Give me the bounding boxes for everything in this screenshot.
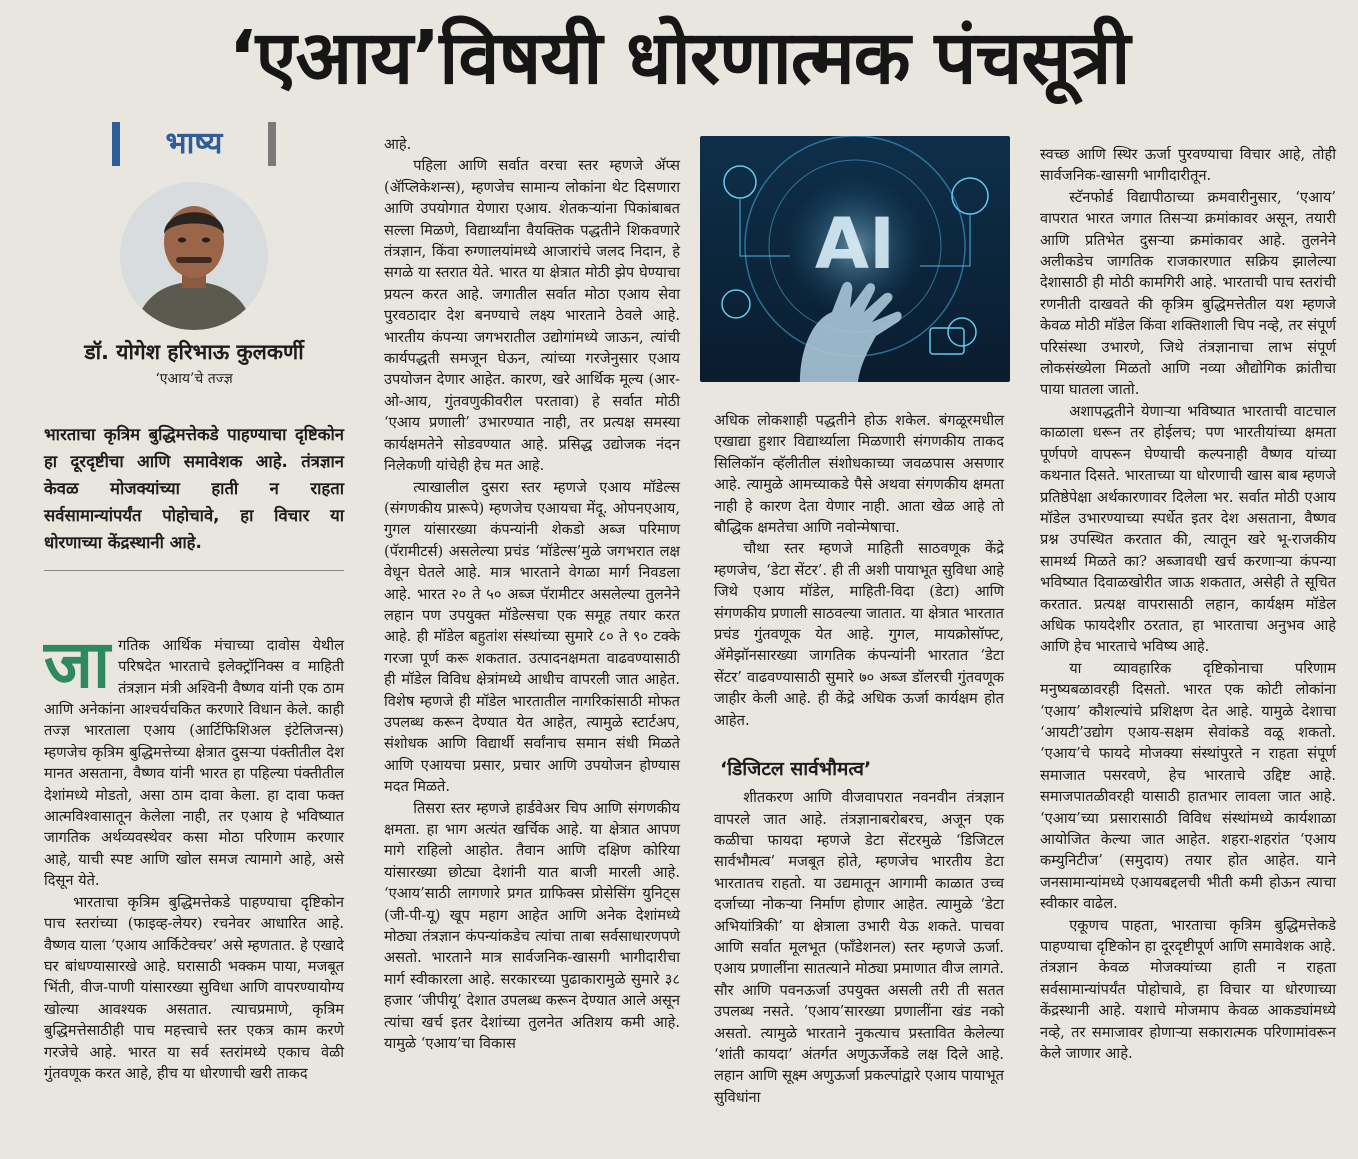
author-sidebar xyxy=(44,118,344,1084)
column-2-paragraph: त्याखालील दुसरा स्तर म्हणजे एआय मॉडेल्स (संगणकीय प्रारूपे) म्हणजेच एआयचा मेंदू. ओपनएआय, गुगल यांसारख्या कंपन्यांनी शेकडो अब्ज परिमाण (पॅरामीटर्स) असलेल्या प्रचंड ‘मॉडेल्स’मुळे जगभरात लक्ष वेधून घेतले आहे. मात्र भारताने वेगळा मार्ग निवडला आहे. भारत २० ते ५० अब्ज पॅरामीटर असलेल्या तुलनेने लहान पण उपयुक्त मॉडेल्सचा एक समूह तयार करत आहे. ही मॉडेल बहुतांश संस्थांच्या सुमारे ८० ते ९० टक्के गरजा पूर्ण करू शकतात. उत्पादनक्षमता वाढवण्यासाठी ही मॉडेल विविध क्षेत्रांमध्ये आधीच वापरली जात आहेत. विशेष म्हणजे ही मॉडेल भारतातील नागरिकांसाठी मोफत उपलब्ध करून देण्यात येत आहेत, त्यामुळे स्टार्टअप, संशोधक आणि विद्यार्थी सर्वांनाच समान संधी मिळते आणि एआयचा प्रसार, प्रचार आणि उपयोजन होण्यास मदत मिळते. xyxy=(384,478,680,796)
kicker-bar-right xyxy=(268,122,276,166)
author-title: ‘एआय’चे तज्ज्ञ xyxy=(155,371,233,388)
ai-hand-illustration xyxy=(700,136,1010,382)
kicker-bar-left xyxy=(112,122,120,166)
column-2 xyxy=(384,134,680,1054)
column-4-paragraph: या व्यावहारिक दृष्टिकोनाचा परिणाम मनुष्यबळावरही दिसतो. भारत एक कोटी लोकांना ‘एआय’ कौशल्यांचे प्रशिक्षण देत आहे. यामुळे देशाचा ‘आयटी’उद्योग एआय-सक्षम सेवांकडे वळू शकतो. ‘एआय’चे फायदे मोजक्या संस्थांपुरते न राहता संपूर्ण समाजात पसरवणे, हेच भारताचे उद्दिष्ट आहे. समाजपातळीवरही यासाठी हातभार लावला जात आहे. ‘एआय’च्या प्रसारासाठी विविध संस्थांमध्ये कार्यशाळा आयोजित केल्या जात आहेत. शहरा-शहरांत ‘एआय कम्युनिटीज’ (समुदाय) तयार होत आहेत. याने जनसामान्यांमध्ये एआयबद्दलची भीती कमी होऊन त्याचा स्वीकार वाढेल. xyxy=(1040,659,1336,913)
headline: ‘एआय’विषयी धोरणात्मक पंचसूत्री xyxy=(228,15,1130,101)
column-1-paragraph: भारताचा कृत्रिम बुद्धिमत्तेकडे पाहण्याचा दृष्टिकोन पाच स्तरांच्या (फाइव्ह-लेयर) रचनेवर आधारित आहे. वैष्णव याला ‘एआय आर्किटेक्चर’ असे म्हणतात. हे एखादे घर बांधण्यासारखे आहे. घरासाठी भक्कम पाया, मजबूत भिंती, वीज-पाणी यांसारख्या सुविधा आणि वापरण्यायोग्य खोल्या आवश्यक असतात. त्याचप्रमाणे, कृत्रिम बुद्धिमत्तेसाठीही पाच महत्त्वाचे स्तर एकत्र काम करणे गरजेचे आहे. भारत या सर्व स्तरांमध्ये एकाच वेळी गुंतवणूक करत आहे, हीच या धोरणाची खरी ताकद xyxy=(44,893,344,1082)
author-name: डॉ. योगेश हरिभाऊ कुलकर्णी xyxy=(84,340,304,364)
section-kicker xyxy=(44,118,344,170)
column-1-body xyxy=(44,625,344,1085)
column-3-paragraph: शीतकरण आणि वीजवापरात नवनवीन तंत्रज्ञान वापरले जात आहे. तंत्रज्ञानाबरोबरच, अजून एक कळीचा फायदा म्हणजे डेटा सेंटरमुळे ‘डिजिटल सार्वभौमत्व’ मजबूत होते, म्हणजेच भारतीय डेटा भारतातच राहतो. या उद्यमातून आगामी काळात उच्च दर्जाच्या नोकऱ्या निर्माण होणार आहेत. त्यामुळे ‘डेटा अभियांत्रिकी’ या क्षेत्राला उभारी येऊ शकते. पाचवा आणि सर्वात मूलभूत (फॉंडेशनल) स्तर म्हणजे ऊर्जा. एआय प्रणालींना सातत्याने मोठ्या प्रमाणात वीज लागते. सौर आणि पवनऊर्जा उपयुक्त असली तरी ती सतत उपलब्ध नसते. ‘एआय’सारख्या प्रणालींना खंड नको असतो. त्यामुळे भारताने नुकत्याच प्रस्तावित केलेल्या ‘शांती कायदा’ अंतर्गत अणुऊर्जेकडे लक्ष दिले आहे. लहान आणि सूक्ष्म अणुऊर्जा प्रकल्पांद्वारे एआय पायाभूत सुविधांना xyxy=(714,789,1004,1106)
column-4-paragraph: अशापद्धतीने येणाऱ्या भविष्यात भारताची वाटचाल काळाला धरून तर होईलच; पण भारतीयांच्या क्षमता पूर्णपणे वापरून घेण्याची कल्पनाही वैष्णव यांच्या कथनात दिसते. भारताच्या या धोरणाची खास बाब म्हणजे प्रतिष्ठेपेक्षा अर्थकारणावर दिलेला भर. सर्वात मोठी एआय मॉडेल उभारण्याच्या स्पर्धेत इतर देश असताना, वैष्णव प्रश्न उपस्थित करतात की, त्यातून खरे भू-राजकीय सामर्थ्य मिळते का? अब्जावधी खर्च करणाऱ्या कंपन्या भविष्यात दिवाळखोरीत जाऊ शकतात, असेही ते सूचित करतात. प्रत्यक्ष वापरासाठी लहान, कार्यक्षम मॉडेल अधिक फायदेशीर ठरतात, हा भारताचा अनुभव आहे आणि हेच भारताचे भविष्य आहे. xyxy=(1040,402,1336,656)
column-2-paragraph: पहिला आणि सर्वात वरचा स्तर म्हणजे ॲप्स (ॲप्लिकेशन्स), म्हणजेच सामान्य लोकांना थेट दिसणारा आणि उपयोगात येणारा एआय. शेतकऱ्यांना पिकांबाबत सल्ला मिळणे, विद्यार्थ्यांना वैयक्तिक पद्धतीने शिकवणारे तंत्रज्ञान, किंवा रुग्णालयांमध्ये आजारांचे जलद निदान, हे सगळे या स्तरात येते. भारत या क्षेत्रात मोठी झेप घेण्याचा प्रयत्न करत आहे. जगातील सर्वात मोठा एआय सेवा पुरवठादार देश बनण्याचे लक्ष्य भारताने ठेवले आहे. भारतीय कंपन्या जगभरातील उद्योगांमध्ये जाऊन, त्यांची कार्यपद्धती समजून घेऊन, त्यांच्या गरजेनुसार एआय उपयोजन देणार आहेत. कारण, खरे आर्थिक मूल्य (आर-ओ-आय, गुंतवणुकीवरील परतावा) हे सर्वात मोठी ‘एआय प्रणाली’ उभारण्यात नाही, तर प्रत्यक्ष समस्या कार्यक्षमतेने सोडवण्यात आहे. प्रसिद्ध उद्योजक नंदन निलेकणी यांचेही हेच मत आहे. xyxy=(384,157,680,475)
pull-quote: भारताचा कृत्रिम बुद्धिमत्तेकडे पाहण्याचा दृष्टिकोन हा दूरदृष्टीचा आणि समावेशक आहे. तंत्रज्ञान केवळ मोजक्यांच्या हाती न राहता सर्वसामान्यांपर्यंत पोहोचावे, हा विचार या धोरणाच्या केंद्रस्थानी आहे. xyxy=(44,421,344,571)
column-2-paragraph: आहे. xyxy=(384,136,412,153)
column-1-paragraph: गतिक आर्थिक मंचाच्या दावोस येथील परिषदेत भारताचे इलेक्ट्रॉनिक्स व माहिती तंत्रज्ञान मंत्री अश्विनी वैष्णव यांनी एक ठाम आणि अनेकांना आश्चर्यचकित करणारे विधान केले. काही तज्ज्ञ भारताला एआय (आर्टिफिशिअल इंटेलिजन्स) म्हणजेच कृत्रिम बुद्धिमत्तेच्या क्षेत्रात दुसऱ्या पंक्तीतील देश मानत असताना, वैष्णव यांनी भारत हा पहिल्या पंक्तीतील देशांमध्ये मोडतो, असा ठाम दावा केला. हा दावा फक्त आत्मविश्वासातून केलेला नाही, तर एआय हे भविष्यात जागतिक अर्थव्यवस्थेवर कसा मोठा परिणाम करणार आहे, याची स्पष्ट आणि खोल समज त्यामागे आहे, असे दिसून येते. xyxy=(44,636,344,890)
ai-letters: AI xyxy=(814,203,896,285)
column-4-paragraph: स्टॅनफोर्ड विद्यापीठाच्या क्रमवारीनुसार, ‘एआय’ वापरात भारत जगात तिसऱ्या क्रमांकावर असून, तयारी आणि प्रतिभेत दुसऱ्या क्रमांकावर आहे. तुलनेने अलीकडेच जागतिक राजकारणात सक्रिय झालेल्या देशासाठी ही मोठी कामगिरी आहे. भारताची पाच स्तरांची रणनीती दाखवते की कृत्रिम बुद्धिमत्तेतील यश म्हणजे केवळ मोठी मॉडेल किंवा शक्तिशाली चिप नव्हे, तर संपूर्ण परिसंस्था उभारणे, जिथे तंत्रज्ञानाचा लाभ संपूर्ण लोकसंख्येला मिळतो आणि नव्या औद्योगिक क्रांतीचा पाया घातला जातो. xyxy=(1040,188,1336,399)
author-photo xyxy=(120,182,268,330)
column-4 xyxy=(1040,144,1336,1064)
column-3-paragraph: चौथा स्तर म्हणजे माहिती साठवणूक केंद्रे म्हणजेच, ‘डेटा सेंटर’. ही ती अशी पायाभूत सुविधा आहे जिथे एआय मॉडेल, माहिती-विदा (डेटा) आणि संगणकीय प्रणाली साठवल्या जातात. या क्षेत्रात भारतात प्रचंड गुंतवणूक येत आहे. गुगल, मायक्रोसॉफ्ट, ॲमेझॉनसारख्या जागतिक कंपन्यांनी भारतात ‘डेटा सेंटर’ वाढवण्यासाठी सुमारे ७० अब्ज डॉलरची गुंतवणूक जाहीर केली आहे. ही केंद्रे अधिक ऊर्जा कार्यक्षम होत आहेत. xyxy=(714,540,1004,729)
column-3 xyxy=(714,410,1004,1108)
kicker-label: भाष्य xyxy=(165,126,223,162)
column-3-paragraph: अधिक लोकशाही पद्धतीने होऊ शकेल. बंगळूरमधील एखाद्या हुशार विद्यार्थ्याला मिळणारी संगणकीय ताकद सिलिकॉन व्हॅलीतील संशोधकाच्या जवळपास असणार आहे. त्यामुळे आमच्याकडे पैसे अथवा संगणकीय क्षमता नाही हे कारण देता येणार नाही. आता खेळ आहे तो बौद्धिक क्षमतेचा आणि नवोन्मेषाचा. xyxy=(714,412,1004,537)
column-2-paragraph: तिसरा स्तर म्हणजे हार्डवेअर चिप आणि संगणकीय क्षमता. हा भाग अत्यंत खर्चिक आहे. या क्षेत्रात आपण मागे राहिलो आहोत. तैवान आणि दक्षिण कोरिया यांसारख्या छोट्या देशांनी यात बाजी मारली आहे. ‘एआय’साठी लागणारे प्रगत ग्राफिक्स प्रोसेसिंग युनिट्स (जी-पी-यू) खूप महाग आहेत आणि अनेक देशांमध्ये मोठ्या तंत्रज्ञान कंपन्यांकडेच त्यांचा ताबा सर्वसाधारणपणे असतो. भारताने मात्र सार्वजनिक-खासगी भागीदारीचा मार्ग स्वीकारला आहे. सरकारच्या पुढाकारामुळे सुमारे ३८ हजार ‘जीपीयू’ देशात उपलब्ध करून देण्यात आले असून त्यांचा खर्च इतर देशांच्या तुलनेत अतिशय कमी आहे. यामुळे ‘एआय’चा विकास xyxy=(384,799,680,1053)
column-4-paragraph: एकूणच पाहता, भारताचा कृत्रिम बुद्धिमत्तेकडे पाहण्याचा दृष्टिकोन हा दूरदृष्टीपूर्ण आणि समावेशक आहे. तंत्रज्ञान केवळ मोजक्यांच्या हाती न राहता सर्वसामान्यांपर्यंत पोहोचावे, हा विचार या धोरणाच्या केंद्रस्थानी आहे. यशाचे मोजमाप केवळ आकड्यांमध्ये नव्हे, तर समाजावर होणाऱ्या सकारात्मक परिणामांवरून केले जाणार आहे. xyxy=(1040,916,1336,1063)
column-4-paragraph: स्वच्छ आणि स्थिर ऊर्जा पुरवण्याचा विचार आहे, तोही सार्वजनिक-खासगी भागीदारीतून. xyxy=(1040,146,1336,185)
subheading: ‘डिजिटल सार्वभौमत्व’ xyxy=(720,758,872,781)
drop-cap: जा xyxy=(44,625,111,703)
